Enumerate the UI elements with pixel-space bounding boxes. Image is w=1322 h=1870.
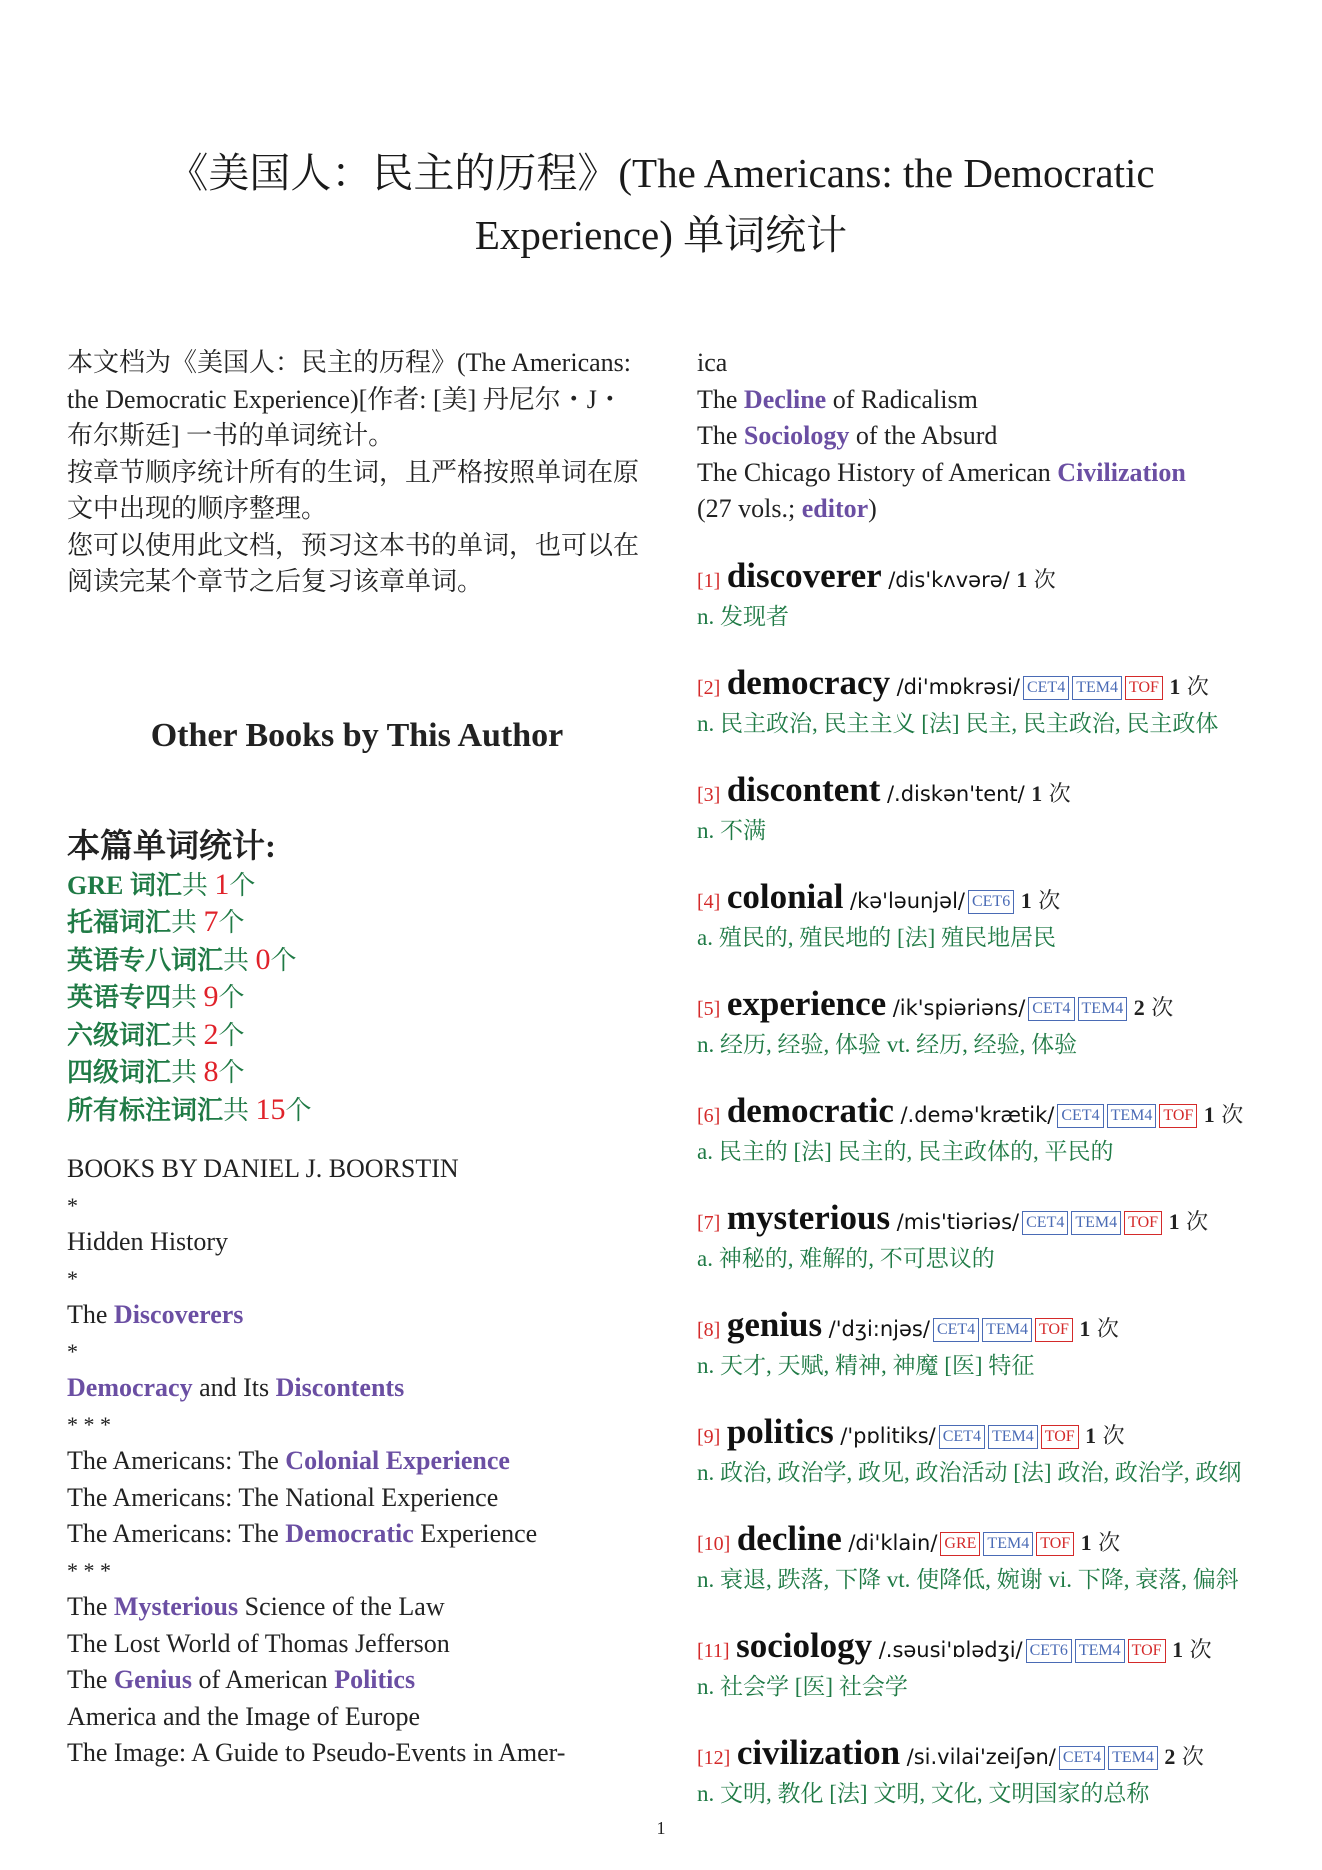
- occurrence-unit: 次: [1038, 887, 1061, 913]
- stat-label: 英语专八词汇: [67, 945, 224, 975]
- level-tag: GRE: [940, 1532, 980, 1556]
- stat-suffix: 共: [171, 1058, 204, 1087]
- document-title: [0, 142, 1322, 266]
- highlighted-word: Experience: [385, 1446, 510, 1475]
- level-tag: CET4: [1028, 997, 1074, 1021]
- highlighted-word: Genius: [113, 1665, 192, 1694]
- level-tag: CET4: [1057, 1104, 1103, 1128]
- level-tag: TOF: [1128, 1639, 1166, 1663]
- book-text: * * *: [67, 1557, 111, 1583]
- book-title-line: [697, 418, 1277, 455]
- word-entry: [697, 1411, 1277, 1490]
- book-title-line: [67, 1516, 647, 1553]
- phonetic: /ik'spiəriəns/: [892, 995, 1026, 1020]
- book-title-line: [67, 1480, 647, 1517]
- level-tag: TEM4: [1078, 997, 1128, 1021]
- word-index: [1]: [697, 569, 721, 592]
- book-text: (27 vols.;: [697, 494, 802, 523]
- phonetic: /di'klain/: [848, 1530, 938, 1555]
- book-title-line: [67, 1224, 647, 1261]
- highlighted-word: Colonial: [285, 1446, 380, 1475]
- book-text: *: [67, 1192, 78, 1218]
- stat-count: 1: [214, 867, 230, 901]
- occurrence-count: 1: [1020, 887, 1032, 913]
- book-text: The Americans: The National Experience: [67, 1482, 499, 1512]
- highlighted-word: editor: [801, 494, 869, 523]
- separator: [67, 1188, 647, 1225]
- stat-count: 8: [203, 1055, 219, 1088]
- headword: experience: [726, 983, 887, 1023]
- stat-label: 英语专四: [67, 983, 172, 1012]
- phonetic: /'pɒlitiks/: [840, 1423, 936, 1448]
- book-title-line: [697, 455, 1277, 492]
- word-headline: [697, 662, 1277, 706]
- word-entry: [697, 1625, 1277, 1704]
- word-index: [5]: [697, 997, 721, 1020]
- word-definition: n. 衰退, 跌落, 下降 vt. 使降低, 婉谢 vi. 下降, 衰落, 偏斜: [697, 1566, 1239, 1592]
- word-entry: [697, 1304, 1277, 1383]
- book-text: of the Absurd: [849, 421, 998, 450]
- occurrence-unit: 次: [1096, 1315, 1119, 1341]
- stat-unit: 个: [218, 1058, 245, 1087]
- stat-count: 2: [203, 1017, 219, 1051]
- highlighted-word: Decline: [743, 384, 827, 414]
- stat-label: 六级词汇: [67, 1020, 172, 1050]
- level-tag: TOF: [1035, 1318, 1073, 1342]
- word-headline: [697, 1625, 1277, 1669]
- level-tag: TEM4: [1072, 676, 1122, 700]
- word-entry: [697, 769, 1277, 848]
- word-index: [9]: [697, 1425, 721, 1448]
- word-definition: n. 社会学 [医] 社会学: [697, 1673, 908, 1699]
- word-index: [3]: [697, 783, 721, 806]
- level-tag: CET4: [939, 1425, 985, 1449]
- stat-count: 7: [203, 905, 219, 938]
- stat-label: 四级词汇: [67, 1058, 172, 1087]
- book-text: The: [67, 1300, 114, 1329]
- level-tag: CET4: [933, 1318, 979, 1342]
- word-entry: [697, 876, 1277, 955]
- book-title-line: [697, 491, 1277, 528]
- phonetic: /dis'kʌvərə/: [888, 567, 1010, 592]
- stat-row: [67, 867, 647, 905]
- other-books-heading: Other Books by This Author: [150, 716, 564, 754]
- word-headline: [697, 1732, 1277, 1776]
- headword: mysterious: [726, 1197, 891, 1237]
- level-tag: TOF: [1036, 1532, 1074, 1556]
- book-text: The Americans: The: [67, 1519, 286, 1548]
- word-entry: [697, 1197, 1277, 1276]
- book-text: * * *: [67, 1411, 111, 1437]
- phonetic: /mis'tiəriəs/: [896, 1209, 1020, 1234]
- occurrence-count: 1: [1085, 1422, 1097, 1448]
- level-tag: TOF: [1125, 676, 1163, 700]
- book-text: Science of the Law: [238, 1592, 445, 1621]
- stat-row: [67, 904, 647, 942]
- word-index: [6]: [697, 1104, 721, 1127]
- separator: [67, 1261, 647, 1298]
- stat-row: [67, 1092, 647, 1130]
- book-title-line: [67, 1699, 647, 1736]
- intro-paragraph: 您可以使用此文档，预习这本书的单词，也可以在阅读完某个章节之后复习该章单词。: [67, 530, 640, 596]
- level-tag: TEM4: [1108, 1746, 1158, 1770]
- separator: [67, 1553, 647, 1590]
- headword: sociology: [736, 1625, 873, 1665]
- occurrence-count: 1: [1016, 566, 1028, 592]
- stat-unit: 个: [285, 1095, 312, 1125]
- stat-suffix: 共: [223, 1095, 256, 1125]
- occurrence-count: 1: [1031, 780, 1043, 806]
- stat-suffix: 共: [171, 908, 204, 937]
- highlighted-word: Democratic: [285, 1519, 414, 1548]
- level-tag: TEM4: [988, 1425, 1038, 1449]
- stat-label: 所有标注词汇: [67, 1095, 224, 1125]
- occurrence-count: 1: [1168, 1208, 1180, 1234]
- level-tag: TEM4: [1071, 1211, 1121, 1235]
- book-text: The: [67, 1592, 114, 1621]
- book-text: ica: [697, 348, 728, 377]
- level-tag: CET6: [968, 890, 1014, 914]
- word-entry: [697, 983, 1277, 1062]
- word-index: [4]: [697, 890, 721, 913]
- word-index: [7]: [697, 1211, 721, 1234]
- left-column: [67, 345, 647, 1772]
- word-definition: n. 经历, 经验, 体验 vt. 经历, 经验, 体验: [697, 1031, 1078, 1057]
- stat-unit: 个: [229, 870, 256, 900]
- book-text: *: [67, 1265, 78, 1291]
- word-entry: [697, 1518, 1277, 1597]
- level-tag: TEM4: [1075, 1639, 1125, 1663]
- occurrence-unit: 次: [1098, 1529, 1121, 1555]
- headword: genius: [726, 1304, 823, 1344]
- stat-count: 15: [255, 1092, 286, 1126]
- word-entry: [697, 1732, 1277, 1811]
- book-title-line: [67, 1443, 647, 1480]
- word-headline: [697, 555, 1277, 599]
- occurrence-unit: 次: [1048, 780, 1071, 806]
- headword: colonial: [726, 876, 844, 916]
- occurrence-unit: 次: [1102, 1422, 1125, 1448]
- book-text: The Lost World of Thomas Jefferson: [67, 1628, 450, 1658]
- headword: politics: [726, 1411, 834, 1451]
- book-text: The: [697, 384, 744, 414]
- word-definition: a. 殖民的, 殖民地的 [法] 殖民地居民: [697, 924, 1057, 950]
- stats-list: [67, 867, 647, 1130]
- level-tag: TOF: [1124, 1211, 1162, 1235]
- stat-row: [67, 942, 647, 980]
- book-text: The Image: A Guide to Pseudo-Events in Amer-: [67, 1738, 566, 1767]
- level-tag: CET4: [1022, 1211, 1068, 1235]
- headword: democracy: [726, 662, 891, 702]
- word-definition: n. 天才, 天赋, 精神, 神魔 [医] 特征: [697, 1352, 1035, 1378]
- headword: democratic: [726, 1090, 894, 1130]
- stat-row: [67, 979, 647, 1017]
- phonetic: /di'mɒkrəsi/: [896, 674, 1020, 699]
- occurrence-unit: 次: [1151, 994, 1174, 1020]
- word-definition: a. 民主的 [法] 民主的, 民主政体的, 平民的: [697, 1138, 1114, 1164]
- page-number: 1: [656, 1818, 666, 1838]
- headword: civilization: [736, 1732, 901, 1772]
- occurrence-count: 1: [1079, 1315, 1091, 1341]
- occurrence-count: 2: [1133, 994, 1145, 1020]
- title-line-1: 《美国人：民主的历程》(The Americans: the Democratic: [167, 150, 1155, 196]
- level-tag: TEM4: [1107, 1104, 1157, 1128]
- book-list-left: [67, 1151, 647, 1772]
- book-text: Hidden History: [67, 1227, 229, 1256]
- occurrence-count: 1: [1080, 1529, 1092, 1555]
- separator: [67, 1407, 647, 1444]
- occurrence-unit: 次: [1181, 1743, 1204, 1769]
- book-text: and Its: [192, 1373, 276, 1402]
- word-entry: [697, 555, 1277, 634]
- level-tag: TOF: [1159, 1104, 1197, 1128]
- book-title-line: [67, 1735, 647, 1772]
- intro-paragraph: 本文档为《美国人：民主的历程》(The Americans: the Democratic Experience)[作者: [美] 丹尼尔・J・布尔斯廷] 一书的单词统计。: [67, 348, 631, 450]
- word-definition: a. 神秘的, 难解的, 不可思议的: [697, 1245, 995, 1271]
- highlighted-word: Discoverers: [113, 1300, 244, 1329]
- highlighted-word: Mysterious: [113, 1592, 239, 1621]
- stat-suffix: 共: [171, 983, 204, 1012]
- highlighted-word: Discontents: [275, 1373, 405, 1402]
- occurrence-unit: 次: [1221, 1101, 1244, 1127]
- word-headline: [697, 1197, 1277, 1241]
- occurrence-unit: 次: [1186, 1208, 1209, 1234]
- word-entry: [697, 1090, 1277, 1169]
- level-tag: TEM4: [983, 1532, 1033, 1556]
- occurrence-unit: 次: [1189, 1636, 1212, 1662]
- book-title-line: [67, 1370, 647, 1407]
- occurrence-count: 1: [1203, 1101, 1215, 1127]
- stat-unit: 个: [270, 945, 297, 975]
- level-tag: CET4: [1059, 1746, 1105, 1770]
- book-text: America and the Image of Europe: [67, 1701, 421, 1731]
- headword: discontent: [726, 769, 881, 809]
- book-title-line: [67, 1151, 647, 1188]
- stat-suffix: 共: [171, 1020, 204, 1050]
- word-index: [10]: [697, 1532, 731, 1555]
- phonetic: /si.vilai'zeiʃən/: [906, 1744, 1056, 1769]
- word-index: [11]: [697, 1639, 730, 1662]
- word-definition: n. 民主政治, 民主主义 [法] 民主, 民主政治, 民主政体: [697, 710, 1219, 736]
- word-definition: n. 不满: [697, 817, 766, 843]
- phonetic: /'dʒi:njəs/: [828, 1316, 930, 1341]
- word-headline: [697, 1090, 1277, 1134]
- stat-unit: 个: [218, 983, 245, 1012]
- word-headline: [697, 983, 1277, 1027]
- stats-heading: 本篇单词统计:: [67, 828, 276, 865]
- highlighted-word: Sociology: [743, 421, 850, 450]
- word-definition: n. 文明, 教化 [法] 文明, 文化, 文明国家的总称: [697, 1780, 1150, 1806]
- phonetic: /kə'ləunjəl/: [850, 888, 965, 913]
- stat-unit: 个: [218, 1020, 245, 1050]
- word-headline: [697, 1304, 1277, 1348]
- book-title-line: [67, 1626, 647, 1663]
- word-index: [8]: [697, 1318, 721, 1341]
- phonetic: /.səusi'ɒlədʒi/: [878, 1637, 1023, 1662]
- right-column: [697, 345, 1277, 1842]
- separator: [67, 1334, 647, 1371]
- word-index: [2]: [697, 676, 721, 699]
- book-text: The Americans: The: [67, 1446, 286, 1475]
- word-headline: [697, 1518, 1277, 1562]
- stat-count: 9: [203, 980, 219, 1013]
- book-text: Experience: [413, 1519, 538, 1548]
- stat-label: GRE 词汇: [67, 870, 182, 900]
- highlighted-word: Democracy: [67, 1373, 193, 1402]
- book-title-line: [697, 345, 1277, 382]
- word-entry: [697, 662, 1277, 741]
- headword: discoverer: [726, 555, 882, 595]
- title-line-2: Experience) 单词统计: [474, 212, 848, 258]
- stat-unit: 个: [218, 908, 245, 937]
- level-tag: CET4: [1023, 676, 1069, 700]
- stat-suffix: 共: [223, 945, 256, 975]
- intro-paragraphs: [67, 345, 647, 601]
- occurrence-unit: 次: [1186, 673, 1209, 699]
- book-list-right: [697, 345, 1277, 528]
- book-text: ): [868, 494, 877, 523]
- book-text: of Radicalism: [826, 384, 978, 414]
- word-definition: n. 政治, 政治学, 政见, 政治活动 [法] 政治, 政治学, 政纲: [697, 1459, 1242, 1485]
- word-headline: [697, 876, 1277, 920]
- book-text: of American: [191, 1665, 335, 1694]
- word-index: [12]: [697, 1746, 731, 1769]
- stat-row: [67, 1017, 647, 1055]
- level-tag: CET6: [1026, 1639, 1072, 1663]
- book-text: The Chicago History of American: [697, 457, 1058, 487]
- stat-row: [67, 1054, 647, 1092]
- book-title-line: [67, 1589, 647, 1626]
- book-text: *: [67, 1338, 78, 1364]
- book-title-line: [67, 1297, 647, 1334]
- intro-paragraph: 按章节顺序统计所有的生词，且严格按照单词在原文中出现的顺序整理。: [67, 457, 640, 523]
- book-text: The: [697, 421, 744, 450]
- book-title-line: [67, 1662, 647, 1699]
- level-tag: TEM4: [982, 1318, 1032, 1342]
- occurrence-count: 2: [1164, 1743, 1176, 1769]
- highlighted-word: Civilization: [1057, 457, 1186, 487]
- occurrence-unit: 次: [1033, 566, 1056, 592]
- word-headline: [697, 769, 1277, 813]
- stat-suffix: 共: [181, 870, 215, 900]
- phonetic: /.diskən'tent/: [886, 781, 1025, 806]
- book-text: The: [67, 1665, 114, 1694]
- highlighted-word: Politics: [334, 1665, 416, 1694]
- occurrence-count: 1: [1169, 673, 1181, 699]
- occurrence-count: 1: [1172, 1636, 1184, 1662]
- stat-label: 托福词汇: [67, 908, 172, 937]
- stat-count: 0: [255, 942, 271, 976]
- word-definition: n. 发现者: [697, 603, 789, 629]
- book-title-line: [697, 382, 1277, 419]
- book-text: BOOKS BY DANIEL J. BOORSTIN: [67, 1154, 459, 1183]
- headword: decline: [736, 1518, 842, 1558]
- level-tag: TOF: [1041, 1425, 1079, 1449]
- phonetic: /.demə'krætik/: [900, 1102, 1055, 1127]
- word-list: [697, 555, 1277, 1811]
- word-headline: [697, 1411, 1277, 1455]
